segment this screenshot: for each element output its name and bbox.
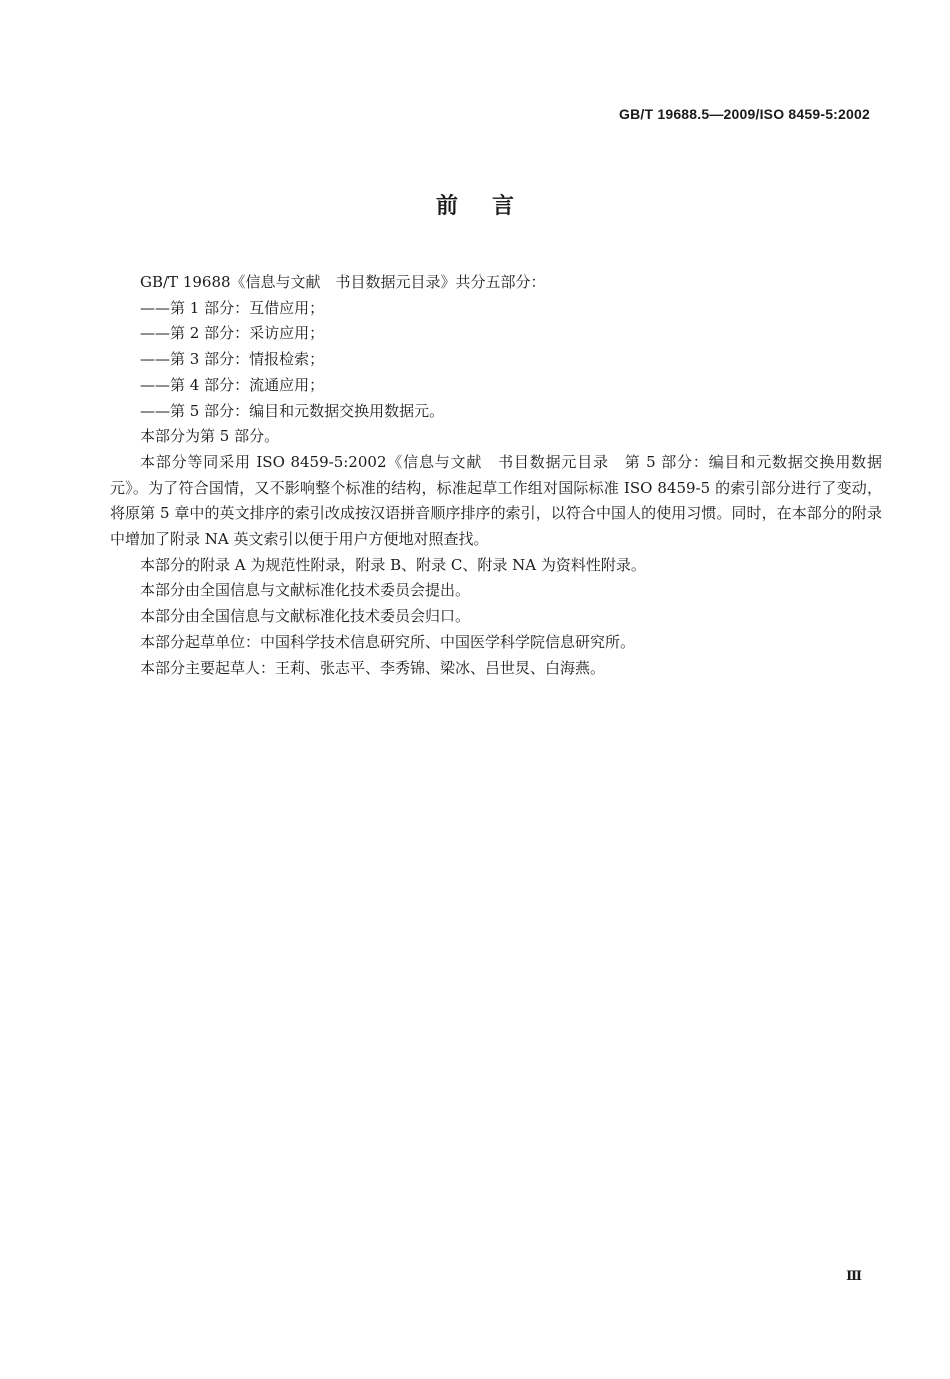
paragraph-series-intro: GB/T 19688《信息与文献 书目数据元目录》共分五部分： — [140, 273, 546, 291]
paragraph-drafters: 本部分主要起草人：王莉、张志平、李秀锦、梁冰、吕世炅、白海燕。 — [140, 658, 606, 677]
list-item-part-2: ——第 2 部分：采访应用； — [140, 324, 325, 343]
paragraph-adoption: 本部分等同采用 ISO 8459-5:2002《信息与文献 书目数据元目录 第 5 部分：编目和元数据交换用数据元》。为了符合国情，又不影响整个标准的结构，标准起草工作组对国际标准 ISO 8459-5 的索引部分进行了变动，将原第 5 章中的英文排序的索引改成按汉语拼音顺序排序的索引，以符合中国人的使用习惯。同时，在本部分的附录中增加了附录 NA 英文索引以便于用户方便地对照查找。 — [110, 452, 882, 549]
paragraph-drafting-units: 本部分起草单位：中国科学技术信息研究所、中国医学科学院信息研究所。 — [140, 632, 636, 651]
list-item-part-1: ——第 1 部分：互借应用； — [140, 298, 325, 317]
page-number: Ⅲ — [846, 1269, 862, 1284]
list-item-part-5: ——第 5 部分：编目和元数据交换用数据元。 — [140, 401, 445, 420]
paragraph-proposed-by: 本部分由全国信息与文献标准化技术委员会提出。 — [140, 581, 471, 600]
paragraph-annexes: 本部分的附录 A 为规范性附录，附录 B、附录 C、附录 NA 为资料性附录。 — [140, 555, 646, 574]
list-item-part-4: ——第 4 部分：流通应用； — [140, 375, 325, 394]
paragraph-this-part: 本部分为第 5 部分。 — [140, 427, 280, 446]
list-item-part-3: ——第 3 部分：情报检索； — [140, 350, 325, 369]
standard-code-header: GB/T 19688.5—2009/ISO 8459-5:2002 — [619, 106, 870, 122]
page-title: 前言 — [435, 194, 548, 219]
foreword-body — [110, 270, 882, 681]
paragraph-managed-by: 本部分由全国信息与文献标准化技术委员会归口。 — [140, 607, 471, 626]
